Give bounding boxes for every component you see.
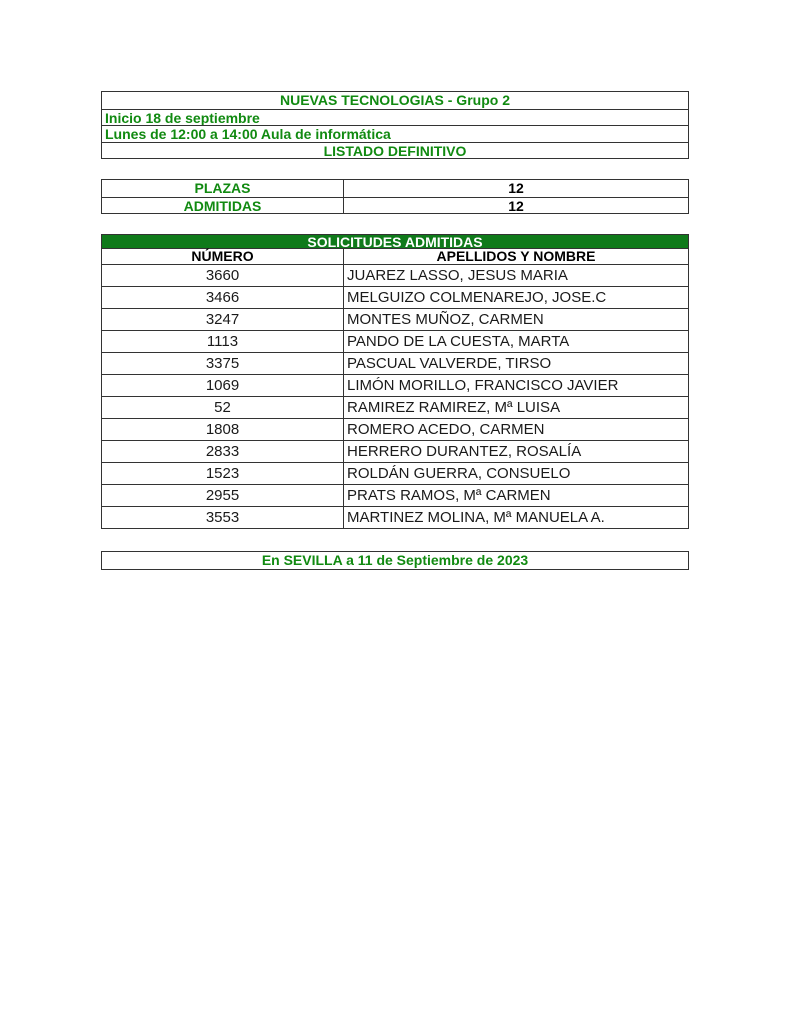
table-row — [101, 309, 689, 331]
course-header — [101, 91, 689, 159]
table-row — [101, 441, 689, 463]
admitidas-row — [102, 197, 688, 214]
applicant-number: 2833 — [102, 441, 344, 462]
applicant-number: 3466 — [102, 287, 344, 308]
applicant-name: ROLDÁN GUERRA, CONSUELO — [347, 465, 571, 482]
start-date: Inicio 18 de septiembre — [102, 109, 688, 126]
course-title: NUEVAS TECNOLOGIAS - Grupo 2 — [280, 92, 510, 108]
table-row — [101, 397, 689, 419]
applicant-name: JUAREZ LASSO, JESUS MARIA — [347, 267, 568, 284]
applicant-name: MONTES MUÑOZ, CARMEN — [347, 311, 544, 328]
applicant-number: 1113 — [102, 331, 344, 352]
admitted-title: SOLICITUDES ADMITIDAS — [101, 234, 689, 249]
applicant-name: HERRERO DURANTEZ, ROSALÍA — [347, 443, 582, 460]
applicant-name: RAMIREZ RAMIREZ, Mª LUISA — [347, 399, 561, 416]
table-row — [101, 287, 689, 309]
plazas-value: 12 — [508, 180, 524, 196]
table-header — [101, 249, 689, 265]
footer-box — [101, 551, 689, 570]
place-date: En SEVILLA a 11 de Septiembre de 2023 — [261, 552, 529, 568]
applicant-name: ROMERO ACEDO, CARMEN — [347, 421, 545, 438]
table-row — [101, 265, 689, 287]
table-row — [101, 485, 689, 507]
applicant-number: 1069 — [102, 375, 344, 396]
applicant-number: 3247 — [102, 309, 344, 330]
applicant-name: PASCUAL VALVERDE, TIRSO — [347, 355, 552, 372]
applicant-name: PANDO DE LA CUESTA, MARTA — [347, 333, 570, 350]
applicant-number: 3553 — [102, 507, 344, 528]
table-row — [101, 353, 689, 375]
applicant-name: PRATS RAMOS, Mª CARMEN — [347, 487, 551, 504]
capacity-table — [101, 179, 689, 214]
applicant-name: LIMÓN MORILLO, FRANCISCO JAVIER — [347, 377, 619, 394]
table-row — [101, 419, 689, 441]
plazas-label: PLAZAS — [102, 180, 344, 197]
admitidas-label: ADMITIDAS — [102, 198, 344, 214]
plazas-row — [102, 180, 688, 197]
table-row — [101, 507, 689, 529]
applicant-number: 1523 — [102, 463, 344, 484]
table-row — [101, 463, 689, 485]
applicant-name: MARTINEZ MOLINA, Mª MANUELA A. — [347, 509, 605, 526]
column-number: NÚMERO — [102, 249, 344, 264]
list-status: LISTADO DEFINITIVO — [102, 142, 688, 159]
schedule: Lunes de 12:00 a 14:00 Aula de informática — [102, 125, 688, 142]
table-row — [101, 331, 689, 353]
admitted-rows — [101, 265, 689, 529]
applicant-name: MELGUIZO COLMENAREJO, JOSE.C — [347, 289, 607, 306]
applicant-number: 3375 — [102, 353, 344, 374]
column-name: APELLIDOS Y NOMBRE — [436, 248, 596, 264]
table-row — [101, 375, 689, 397]
applicant-number: 2955 — [102, 485, 344, 506]
applicant-number: 1808 — [102, 419, 344, 440]
applicant-number: 52 — [102, 397, 344, 418]
admitidas-value: 12 — [508, 197, 524, 214]
admitted-table — [101, 234, 689, 529]
applicant-number: 3660 — [102, 265, 344, 286]
